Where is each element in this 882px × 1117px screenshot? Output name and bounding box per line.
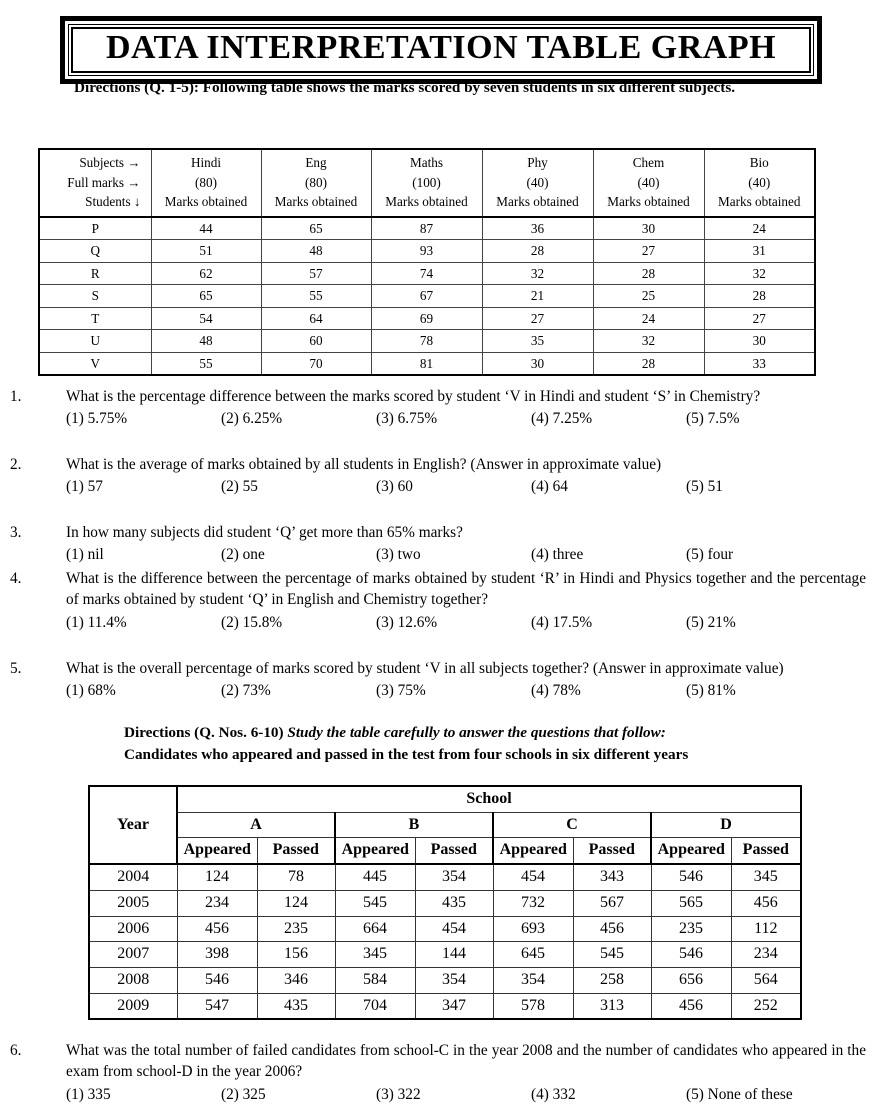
directions-q1-5: Directions (Q. 1-5): Following table shows the marks scored by seven students in six different subjects. xyxy=(74,79,736,96)
marks-cell: 35 xyxy=(482,330,593,353)
directions-q6-10 xyxy=(124,722,824,765)
school-data-cell: 693 xyxy=(493,916,573,942)
school-data-cell: 234 xyxy=(731,942,801,968)
marks-cell: 87 xyxy=(371,217,482,240)
marks-col-header-chem xyxy=(593,149,704,217)
question-options xyxy=(66,1084,866,1105)
marks-cell: 36 xyxy=(482,217,593,240)
question-4 xyxy=(0,568,880,633)
question-number: 2. xyxy=(10,456,22,473)
table-row xyxy=(39,262,815,285)
marks-cell: 74 xyxy=(371,262,482,285)
question-number: 6. xyxy=(10,1042,22,1059)
question-stem: What is the percentage difference between the marks scored by student ‘V in Hindi and student ‘S’ in Chemistry? xyxy=(66,388,761,405)
year-cell: 2009 xyxy=(89,993,177,1019)
schools-table-header-row-3 xyxy=(89,838,801,864)
table-row xyxy=(39,217,815,240)
subject-name: Bio xyxy=(749,155,769,170)
option-4[interactable]: (4) three xyxy=(531,546,584,564)
subject-name: Eng xyxy=(305,155,327,170)
option-3[interactable]: (3) 60 xyxy=(376,478,413,496)
school-data-cell: 445 xyxy=(335,864,415,890)
table-row xyxy=(89,968,801,994)
marks-cell: 65 xyxy=(151,285,261,308)
student-label: Q xyxy=(39,240,151,263)
subheader-passed-d: Passed xyxy=(731,838,801,864)
question-stem: In how many subjects did student ‘Q’ get more than 65% marks? xyxy=(66,524,463,541)
table-row xyxy=(89,993,801,1019)
option-1[interactable]: (1) 57 xyxy=(66,478,103,496)
question-1 xyxy=(0,386,880,430)
marks-cell: 64 xyxy=(261,307,371,330)
directions-italic: Study the table carefully to answer the questions that follow: xyxy=(287,724,666,741)
option-5[interactable]: (5) 81% xyxy=(686,682,736,700)
marks-cell: 67 xyxy=(371,285,482,308)
option-5[interactable]: (5) 51 xyxy=(686,478,723,496)
schools-table-container xyxy=(88,785,800,1020)
school-data-cell: 456 xyxy=(651,993,731,1019)
school-data-cell: 546 xyxy=(651,864,731,890)
year-cell: 2005 xyxy=(89,890,177,916)
table-row xyxy=(89,942,801,968)
option-2[interactable]: (2) one xyxy=(221,546,265,564)
subject-metric: Marks obtained xyxy=(607,194,690,210)
option-3[interactable]: (3) 12.6% xyxy=(376,613,438,631)
school-data-cell: 345 xyxy=(335,942,415,968)
marks-col-header-eng xyxy=(261,149,371,217)
schools-table xyxy=(88,785,802,1020)
table-row xyxy=(39,240,815,263)
subheader-appeared-b: Appeared xyxy=(335,838,415,864)
option-5[interactable]: (5) four xyxy=(686,546,734,564)
subject-name: Maths xyxy=(410,155,443,170)
school-data-cell: 546 xyxy=(177,968,257,994)
marks-cell: 28 xyxy=(593,262,704,285)
option-3[interactable]: (3) 322 xyxy=(376,1085,421,1103)
marks-col-header-maths xyxy=(371,149,482,217)
marks-table-corner-cell xyxy=(39,149,151,217)
subject-name: Phy xyxy=(527,155,548,170)
school-data-cell: 732 xyxy=(493,890,573,916)
question-stem: What is the overall percentage of marks scored by student ‘V in all subjects together? (Answer in approximate value) xyxy=(66,660,784,677)
marks-cell: 69 xyxy=(371,307,482,330)
school-header-c: C xyxy=(493,812,651,838)
marks-cell: 28 xyxy=(482,240,593,263)
marks-cell: 81 xyxy=(371,352,482,375)
marks-cell: 48 xyxy=(261,240,371,263)
year-cell: 2006 xyxy=(89,916,177,942)
subheader-passed-b: Passed xyxy=(415,838,493,864)
subject-metric: Marks obtained xyxy=(718,194,801,210)
marks-cell: 27 xyxy=(593,240,704,263)
schools-table-header-row-1 xyxy=(89,786,801,812)
marks-cell: 24 xyxy=(593,307,704,330)
option-3[interactable]: (3) 6.75% xyxy=(376,410,438,428)
subject-name: Chem xyxy=(632,155,665,170)
year-cell: 2008 xyxy=(89,968,177,994)
school-data-cell: 456 xyxy=(177,916,257,942)
year-column-header: Year xyxy=(89,786,177,864)
marks-cell: 54 xyxy=(151,307,261,330)
title-border-middle xyxy=(68,24,814,76)
marks-cell: 60 xyxy=(261,330,371,353)
marks-cell: 55 xyxy=(151,352,261,375)
school-header-a: A xyxy=(177,812,335,838)
option-2[interactable]: (2) 6.25% xyxy=(221,410,283,428)
option-1[interactable]: (1) 335 xyxy=(66,1085,111,1103)
table-row xyxy=(39,330,815,353)
school-data-cell: 354 xyxy=(493,968,573,994)
question-number: 1. xyxy=(10,388,22,405)
page-title-banner xyxy=(60,16,822,84)
marks-col-header-bio xyxy=(704,149,815,217)
page-title: DATA INTERPRETATION TABLE GRAPH xyxy=(105,29,777,66)
subheader-appeared-c: Appeared xyxy=(493,838,573,864)
school-data-cell: 78 xyxy=(257,864,335,890)
table-row xyxy=(89,916,801,942)
student-label: U xyxy=(39,330,151,353)
year-cell: 2007 xyxy=(89,942,177,968)
marks-cell: 24 xyxy=(704,217,815,240)
marks-cell: 62 xyxy=(151,262,261,285)
subheader-appeared-a: Appeared xyxy=(177,838,257,864)
question-options xyxy=(66,408,866,429)
subheader-passed-a: Passed xyxy=(257,838,335,864)
directions-second-line: Candidates who appeared and passed in the test from four schools in six different years xyxy=(124,745,689,763)
school-data-cell: 144 xyxy=(415,942,493,968)
marks-cell: 78 xyxy=(371,330,482,353)
question-number: 5. xyxy=(10,660,22,677)
school-data-cell: 347 xyxy=(415,993,493,1019)
option-1[interactable]: (1) 68% xyxy=(66,682,116,700)
option-2[interactable]: (2) 325 xyxy=(221,1085,266,1103)
marks-cell: 32 xyxy=(593,330,704,353)
schools-table-header-row-2 xyxy=(89,812,801,838)
marks-cell: 48 xyxy=(151,330,261,353)
school-data-cell: 547 xyxy=(177,993,257,1019)
corner-full-marks-label: Full marks → xyxy=(67,174,141,190)
question-options xyxy=(66,476,866,497)
school-data-cell: 235 xyxy=(651,916,731,942)
school-data-cell: 398 xyxy=(177,942,257,968)
marks-cell: 70 xyxy=(261,352,371,375)
marks-cell: 30 xyxy=(482,352,593,375)
subject-metric: Marks obtained xyxy=(274,194,358,210)
question-3 xyxy=(0,522,880,566)
option-4[interactable]: (4) 7.25% xyxy=(531,410,593,428)
subject-full-marks: (40) xyxy=(637,174,660,190)
question-stem: What was the total number of failed candidates from school-C in the year 2008 and the number of candidates who appeared in the exam from school-D in the year 2006? xyxy=(66,1042,866,1081)
school-data-cell: 435 xyxy=(257,993,335,1019)
subject-full-marks: (40) xyxy=(748,174,771,190)
marks-cell: 33 xyxy=(704,352,815,375)
option-1[interactable]: (1) nil xyxy=(66,546,104,564)
option-2[interactable]: (2) 55 xyxy=(221,478,258,496)
question-number: 3. xyxy=(10,524,22,541)
marks-table-header-row xyxy=(39,149,815,217)
subject-metric: Marks obtained xyxy=(496,194,579,210)
school-data-cell: 567 xyxy=(573,890,651,916)
table-row xyxy=(39,285,815,308)
school-data-cell: 645 xyxy=(493,942,573,968)
student-label: V xyxy=(39,352,151,375)
school-data-cell: 124 xyxy=(257,890,335,916)
school-data-cell: 454 xyxy=(493,864,573,890)
marks-cell: 30 xyxy=(704,330,815,353)
school-data-cell: 354 xyxy=(415,864,493,890)
subject-metric: Marks obtained xyxy=(385,194,468,210)
marks-cell: 55 xyxy=(261,285,371,308)
subject-full-marks: (80) xyxy=(305,174,327,190)
school-data-cell: 565 xyxy=(651,890,731,916)
school-data-cell: 704 xyxy=(335,993,415,1019)
subject-full-marks: (100) xyxy=(412,174,441,190)
question-6 xyxy=(0,1040,880,1105)
option-1[interactable]: (1) 11.4% xyxy=(66,613,127,631)
marks-cell: 31 xyxy=(704,240,815,263)
question-stem: What is the average of marks obtained by all students in English? (Answer in approximate value) xyxy=(66,456,662,473)
option-5[interactable]: (5) None of these xyxy=(686,1085,793,1103)
option-1[interactable]: (1) 5.75% xyxy=(66,410,128,428)
student-label: S xyxy=(39,285,151,308)
school-data-cell: 456 xyxy=(731,890,801,916)
corner-students-label: Students ↓ xyxy=(85,194,141,210)
option-4[interactable]: (4) 332 xyxy=(531,1085,576,1103)
school-data-cell: 545 xyxy=(335,890,415,916)
marks-cell: 27 xyxy=(482,307,593,330)
school-data-cell: 354 xyxy=(415,968,493,994)
marks-cell: 32 xyxy=(482,262,593,285)
marks-cell: 44 xyxy=(151,217,261,240)
marks-col-header-phy xyxy=(482,149,593,217)
marks-col-header-hindi xyxy=(151,149,261,217)
option-5[interactable]: (5) 21% xyxy=(686,613,736,631)
school-data-cell: 545 xyxy=(573,942,651,968)
school-data-cell: 564 xyxy=(731,968,801,994)
student-label: P xyxy=(39,217,151,240)
marks-cell: 30 xyxy=(593,217,704,240)
school-data-cell: 112 xyxy=(731,916,801,942)
option-2[interactable]: (2) 73% xyxy=(221,682,271,700)
school-data-cell: 235 xyxy=(257,916,335,942)
subject-metric: Marks obtained xyxy=(164,194,248,210)
subject-name: Hindi xyxy=(190,155,222,170)
title-border-inner xyxy=(71,27,811,73)
marks-cell: 32 xyxy=(704,262,815,285)
question-number: 4. xyxy=(10,570,22,587)
table-row xyxy=(89,890,801,916)
subject-full-marks: (80) xyxy=(195,174,217,190)
marks-cell: 25 xyxy=(593,285,704,308)
school-data-cell: 313 xyxy=(573,993,651,1019)
marks-cell: 57 xyxy=(261,262,371,285)
school-data-cell: 435 xyxy=(415,890,493,916)
subject-full-marks: (40) xyxy=(526,174,549,190)
table-row xyxy=(39,307,815,330)
school-data-cell: 456 xyxy=(573,916,651,942)
option-2[interactable]: (2) 15.8% xyxy=(221,613,283,631)
school-data-cell: 343 xyxy=(573,864,651,890)
school-data-cell: 124 xyxy=(177,864,257,890)
marks-cell: 21 xyxy=(482,285,593,308)
student-label: R xyxy=(39,262,151,285)
school-group-header: School xyxy=(177,786,801,812)
option-3[interactable]: (3) two xyxy=(376,546,421,564)
marks-cell: 28 xyxy=(593,352,704,375)
school-data-cell: 584 xyxy=(335,968,415,994)
marks-table xyxy=(38,148,816,376)
school-header-b: B xyxy=(335,812,493,838)
question-options xyxy=(66,680,866,701)
school-data-cell: 454 xyxy=(415,916,493,942)
school-data-cell: 345 xyxy=(731,864,801,890)
marks-cell: 28 xyxy=(704,285,815,308)
option-4[interactable]: (4) 17.5% xyxy=(531,613,593,631)
table-row xyxy=(89,864,801,890)
option-4[interactable]: (4) 64 xyxy=(531,478,568,496)
school-data-cell: 664 xyxy=(335,916,415,942)
marks-cell: 65 xyxy=(261,217,371,240)
question-5 xyxy=(0,658,880,702)
school-data-cell: 656 xyxy=(651,968,731,994)
table-row xyxy=(39,352,815,375)
question-2 xyxy=(0,454,880,498)
directions-lead: Directions (Q. Nos. 6-10) xyxy=(124,724,288,741)
subheader-passed-c: Passed xyxy=(573,838,651,864)
subheader-appeared-d: Appeared xyxy=(651,838,731,864)
marks-cell: 93 xyxy=(371,240,482,263)
school-data-cell: 234 xyxy=(177,890,257,916)
school-data-cell: 346 xyxy=(257,968,335,994)
marks-table-container xyxy=(38,148,814,376)
school-data-cell: 578 xyxy=(493,993,573,1019)
year-cell: 2004 xyxy=(89,864,177,890)
option-5[interactable]: (5) 7.5% xyxy=(686,410,740,428)
marks-cell: 27 xyxy=(704,307,815,330)
school-data-cell: 252 xyxy=(731,993,801,1019)
question-stem: What is the difference between the percentage of marks obtained by student ‘R’ in Hindi and Physics together and the percentage of marks obtained by student ‘Q’ in English and Chemistry together? xyxy=(66,570,866,609)
school-header-d: D xyxy=(651,812,801,838)
question-options xyxy=(66,544,866,565)
school-data-cell: 156 xyxy=(257,942,335,968)
student-label: T xyxy=(39,307,151,330)
school-data-cell: 546 xyxy=(651,942,731,968)
corner-subjects-label: Subjects → xyxy=(79,155,141,170)
option-4[interactable]: (4) 78% xyxy=(531,682,581,700)
question-options xyxy=(66,612,866,633)
marks-cell: 51 xyxy=(151,240,261,263)
school-data-cell: 258 xyxy=(573,968,651,994)
option-3[interactable]: (3) 75% xyxy=(376,682,426,700)
